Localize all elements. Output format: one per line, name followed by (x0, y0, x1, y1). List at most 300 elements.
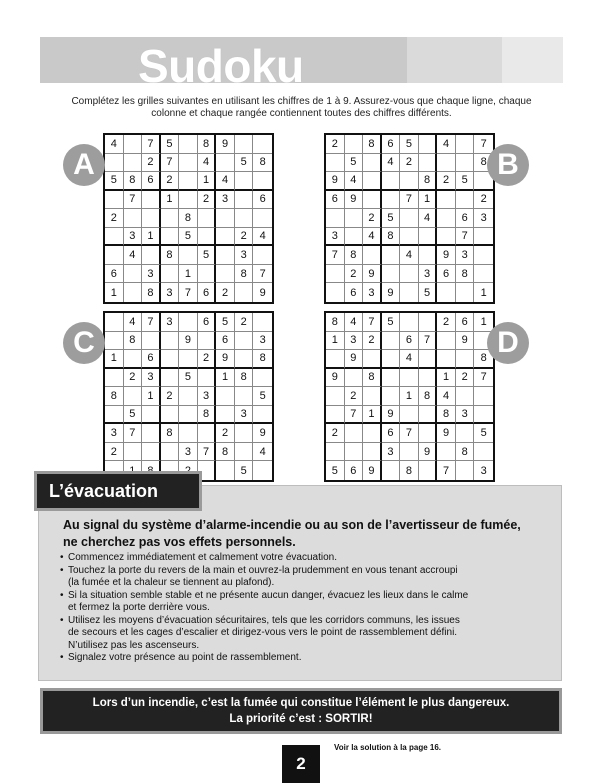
sudoku-cell: 9 (345, 350, 364, 369)
sudoku-cell (419, 154, 438, 173)
sudoku-cell: 3 (326, 228, 345, 247)
sudoku-cell: 2 (161, 387, 180, 406)
sudoku-cell (179, 246, 198, 265)
sudoku-cell: 8 (235, 265, 254, 284)
banner-segment (502, 37, 563, 83)
sudoku-cell: 8 (363, 369, 382, 388)
sudoku-cell: 8 (142, 283, 161, 302)
sudoku-cell (456, 191, 475, 210)
grid-label-badge-a: A (63, 144, 105, 186)
sudoku-cell (235, 387, 254, 406)
sudoku-cell: 9 (259, 286, 266, 299)
list-item: • Utilisez les moyens d’évacuation sécuritaires, tels que les corridors communs, les issues de secours et les cages d’escalier et dirigez-vous vers le point de rassemblement défini. N’utilisez pas les ascenseurs. (60, 615, 550, 653)
sudoku-cell (142, 424, 161, 443)
sudoku-cell: 6 (345, 283, 364, 302)
sudoku-cell: 3 (474, 209, 493, 228)
page-number: 2 (282, 745, 320, 783)
sudoku-cell: 8 (400, 461, 419, 480)
sudoku-cell: 2 (345, 387, 364, 406)
sudoku-cell (345, 228, 364, 247)
sudoku-cell: 8 (474, 154, 493, 173)
sudoku-cell: 5 (253, 387, 272, 406)
sudoku-cell (363, 424, 382, 443)
sudoku-cell: 7 (142, 135, 161, 154)
sudoku-cell: 2 (474, 191, 493, 210)
sudoku-cell (216, 387, 235, 406)
sudoku-cell: 1 (161, 191, 180, 210)
sudoku-cell: 3 (142, 369, 161, 388)
solution-reference: Voir la solution à la page 16. (334, 743, 441, 752)
sudoku-cell: 8 (419, 387, 438, 406)
sudoku-cell: 3 (124, 228, 143, 247)
sudoku-cell (400, 369, 419, 388)
sudoku-cell (345, 135, 364, 154)
sudoku-cell: 9 (437, 246, 456, 265)
sudoku-cell: 8 (179, 209, 198, 228)
sudoku-cell (400, 406, 419, 425)
sudoku-cell: 8 (437, 406, 456, 425)
sudoku-cell: 7 (437, 461, 456, 480)
sudoku-cell: 6 (382, 424, 401, 443)
sudoku-cell (142, 191, 161, 210)
sudoku-cell: 2 (235, 313, 254, 332)
sudoku-cell: 2 (345, 265, 364, 284)
sudoku-cell: 3 (179, 443, 198, 462)
sudoku-cell (105, 228, 124, 247)
sudoku-cell (179, 154, 198, 173)
sudoku-cell (105, 406, 124, 425)
sudoku-cell: 6 (345, 461, 364, 480)
sudoku-cell: 5 (382, 209, 401, 228)
sudoku-cell: 2 (235, 228, 254, 247)
sudoku-cell (142, 246, 161, 265)
sudoku-cell (105, 154, 124, 173)
sudoku-cell: 9 (456, 332, 475, 351)
sudoku-cell (124, 387, 143, 406)
sudoku-cell: 3 (382, 443, 401, 462)
grid-label-badge-b: B (487, 144, 529, 186)
sudoku-cell: 8 (419, 172, 438, 191)
sudoku-cell (216, 461, 235, 480)
sudoku-cell (400, 228, 419, 247)
sudoku-cell (179, 350, 198, 369)
sudoku-cell: 7 (363, 313, 382, 332)
sudoku-cell: 5 (419, 283, 438, 302)
sudoku-cell: 6 (198, 313, 217, 332)
sudoku-cell (124, 265, 143, 284)
sudoku-cell: 8 (198, 406, 217, 425)
sudoku-cell (456, 424, 475, 443)
sudoku-cell: 6 (437, 265, 456, 284)
sudoku-cell (326, 283, 345, 302)
sudoku-cell (235, 172, 254, 191)
sudoku-cell: 7 (345, 406, 364, 425)
sudoku-cell (419, 313, 438, 332)
sudoku-cell (198, 332, 217, 351)
sudoku-cell: 4 (437, 387, 456, 406)
sudoku-cell (216, 406, 235, 425)
sudoku-cell: 8 (124, 172, 143, 191)
sudoku-cell: 8 (105, 387, 124, 406)
sudoku-cell: 1 (142, 228, 161, 247)
sudoku-cell: 6 (198, 283, 217, 302)
sudoku-cell: 5 (124, 406, 143, 425)
sudoku-cell: 2 (326, 135, 345, 154)
sudoku-cell: 4 (124, 246, 143, 265)
sudoku-cell: 7 (474, 135, 493, 154)
sudoku-cell: 5 (382, 313, 401, 332)
sudoku-cell: 1 (437, 369, 456, 388)
sudoku-cell: 1 (105, 283, 124, 302)
sudoku-cell (419, 424, 438, 443)
sudoku-cell (235, 209, 254, 228)
sudoku-cell (437, 443, 456, 462)
sudoku-cell: 7 (161, 154, 180, 173)
sudoku-cell (105, 369, 124, 388)
sudoku-cell: 7 (142, 313, 161, 332)
sudoku-cell (179, 313, 198, 332)
sudoku-cell (253, 313, 272, 332)
sudoku-cell (382, 265, 401, 284)
sudoku-cell: 5 (179, 228, 198, 247)
sudoku-cell: 3 (253, 332, 272, 351)
sudoku-cell (253, 135, 272, 154)
sudoku-cell: 6 (142, 172, 161, 191)
sudoku-cell (419, 246, 438, 265)
sudoku-cell: 5 (198, 246, 217, 265)
sudoku-cell (437, 283, 456, 302)
sudoku-cell: 8 (363, 135, 382, 154)
sudoku-cell: 7 (400, 424, 419, 443)
sudoku-cell: 4 (216, 172, 235, 191)
sudoku-cell (382, 191, 401, 210)
sudoku-cell: 8 (253, 350, 272, 369)
sudoku-cell: 9 (363, 265, 382, 284)
sudoku-cell: 5 (345, 154, 364, 173)
sudoku-cell (198, 369, 217, 388)
sudoku-cell: 9 (382, 406, 401, 425)
sudoku-cell: 3 (235, 406, 254, 425)
sudoku-cell: 2 (437, 172, 456, 191)
sudoku-cell (142, 209, 161, 228)
sudoku-cell (474, 265, 493, 284)
sudoku-cell: 8 (456, 265, 475, 284)
notice-line: La priorité c’est : SORTIR! (229, 713, 373, 725)
sudoku-cell (253, 369, 272, 388)
sudoku-cell (419, 135, 438, 154)
sudoku-cell (326, 387, 345, 406)
sudoku-cell: 3 (235, 246, 254, 265)
evacuation-title: L’évacuation (34, 471, 202, 511)
sudoku-cell: 3 (456, 406, 475, 425)
evacuation-heading: Au signal du système d’alarme-incendie ou au son de l’avertisseur de fumée, ne cherchez pas vos effets personnels. (63, 518, 521, 549)
sudoku-cell: 4 (363, 228, 382, 247)
sudoku-cell (382, 172, 401, 191)
sudoku-cell: 2 (198, 191, 217, 210)
sudoku-cell (253, 406, 272, 425)
sudoku-cell: 8 (124, 332, 143, 351)
sudoku-cell: 3 (161, 313, 180, 332)
sudoku-cell: 1 (480, 286, 487, 299)
sudoku-cell: 1 (363, 406, 382, 425)
sudoku-cell: 5 (235, 154, 254, 173)
sudoku-cell (142, 332, 161, 351)
list-item: • Signalez votre présence au point de rassemblement. (60, 652, 550, 665)
notice-line: Lors d’un incendie, c’est la fumée qui constitue l’élément le plus dangereux. (92, 697, 510, 709)
sudoku-cell: 5 (456, 172, 475, 191)
sudoku-cell: 4 (419, 209, 438, 228)
sudoku-cell (363, 154, 382, 173)
sudoku-cell (161, 369, 180, 388)
sudoku-cell: 6 (105, 265, 124, 284)
sudoku-cell: 8 (382, 228, 401, 247)
sudoku-cell (198, 228, 217, 247)
sudoku-cell: 9 (216, 135, 235, 154)
sudoku-cell: 6 (142, 350, 161, 369)
sudoku-cell: 4 (400, 350, 419, 369)
sudoku-cell: 6 (456, 209, 475, 228)
sudoku-cell: 6 (253, 191, 272, 210)
sudoku-cell: 2 (400, 154, 419, 173)
sudoku-cell (161, 443, 180, 462)
sudoku-cell: 8 (253, 154, 272, 173)
sudoku-cell: 4 (124, 313, 143, 332)
sudoku-cell: 2 (161, 172, 180, 191)
sudoku-cell: 5 (161, 135, 180, 154)
sudoku-cell (326, 265, 345, 284)
sudoku-cell (437, 228, 456, 247)
sudoku-cell: 2 (363, 332, 382, 351)
sudoku-cell: 8 (456, 443, 475, 462)
sudoku-cell (345, 369, 364, 388)
sudoku-cell (161, 209, 180, 228)
sudoku-cell: 9 (326, 172, 345, 191)
sudoku-cell: 5 (326, 461, 345, 480)
sudoku-cell (474, 443, 493, 462)
sudoku-cell: 8 (161, 424, 180, 443)
sudoku-cell (179, 387, 198, 406)
sudoku-cell (198, 424, 217, 443)
sudoku-cell (437, 154, 456, 173)
sudoku-cell: 2 (142, 154, 161, 173)
sudoku-cell (179, 172, 198, 191)
sudoku-cell: 7 (253, 265, 272, 284)
sudoku-cell (419, 350, 438, 369)
sudoku-cell: 4 (382, 154, 401, 173)
sudoku-cell (456, 283, 475, 302)
sudoku-cell (105, 191, 124, 210)
sudoku-cell (124, 135, 143, 154)
sudoku-cell: 7 (419, 332, 438, 351)
sudoku-cell: 6 (216, 332, 235, 351)
sudoku-grid-b (324, 133, 495, 304)
sudoku-cell: 9 (363, 461, 382, 480)
banner-segment (40, 37, 407, 92)
sudoku-cell (363, 350, 382, 369)
sudoku-cell (105, 313, 124, 332)
sudoku-cell (326, 406, 345, 425)
sudoku-cell (235, 424, 254, 443)
sudoku-cell: 4 (345, 172, 364, 191)
sudoku-cell (124, 443, 143, 462)
sudoku-cell (419, 406, 438, 425)
sudoku-cell (179, 135, 198, 154)
sudoku-cell (363, 443, 382, 462)
sudoku-cell: 2 (105, 209, 124, 228)
sudoku-cell (456, 135, 475, 154)
smoke-warning-notice (40, 688, 562, 734)
sudoku-cell (363, 246, 382, 265)
evacuation-list (60, 552, 550, 665)
sudoku-cell: 2 (124, 369, 143, 388)
sudoku-cell: 2 (105, 443, 124, 462)
sudoku-cell: 7 (198, 443, 217, 462)
sudoku-cell (474, 228, 493, 247)
sudoku-cell: 7 (124, 191, 143, 210)
sudoku-cell (179, 191, 198, 210)
list-item: • Touchez la porte du revers de la main et ouvrez-la prudemment en vous tenant accroupi (la fumée et la chaleur se tiennent au plafond). (60, 565, 550, 590)
sudoku-cell (253, 461, 272, 480)
sudoku-cell: 3 (198, 387, 217, 406)
sudoku-cell (235, 135, 254, 154)
sudoku-cell: 3 (456, 246, 475, 265)
sudoku-cell (474, 387, 493, 406)
sudoku-cell (124, 154, 143, 173)
sudoku-cell (437, 209, 456, 228)
sudoku-cell: 5 (216, 313, 235, 332)
sudoku-cell (124, 209, 143, 228)
sudoku-cell (235, 332, 254, 351)
sudoku-cell (161, 332, 180, 351)
sudoku-cell (198, 265, 217, 284)
sudoku-cell: 5 (179, 369, 198, 388)
sudoku-cell: 7 (326, 246, 345, 265)
sudoku-cell (456, 350, 475, 369)
sudoku-cell: 1 (419, 191, 438, 210)
sudoku-cell (419, 228, 438, 247)
sudoku-cell (198, 209, 217, 228)
sudoku-cell (161, 350, 180, 369)
sudoku-cell: 4 (253, 228, 272, 247)
sudoku-cell: 7 (474, 369, 493, 388)
sudoku-grid-d (324, 311, 495, 482)
sudoku-cell: 3 (105, 424, 124, 443)
sudoku-cell (161, 228, 180, 247)
sudoku-cell (419, 369, 438, 388)
sudoku-cell: 8 (474, 350, 493, 369)
sudoku-cell: 9 (437, 424, 456, 443)
sudoku-cell: 5 (474, 424, 493, 443)
sudoku-cell: 9 (345, 191, 364, 210)
sudoku-cell: 3 (480, 464, 487, 477)
sudoku-cell: 9 (382, 283, 401, 302)
sudoku-cell: 5 (105, 172, 124, 191)
sudoku-cell (382, 350, 401, 369)
grid-label-badge-d: D (487, 322, 529, 364)
sudoku-cell (179, 406, 198, 425)
sudoku-cell: 6 (456, 313, 475, 332)
sudoku-cell: 8 (161, 246, 180, 265)
sudoku-cell: 9 (326, 369, 345, 388)
sudoku-cell (474, 246, 493, 265)
sudoku-cell (326, 443, 345, 462)
sudoku-cell (216, 154, 235, 173)
header-banner (40, 37, 563, 92)
sudoku-cell: 4 (437, 135, 456, 154)
sudoku-cell (400, 313, 419, 332)
sudoku-cell (363, 191, 382, 210)
sudoku-cell (474, 406, 493, 425)
sudoku-cell (216, 246, 235, 265)
sudoku-cell: 2 (326, 424, 345, 443)
sudoku-cell: 3 (216, 191, 235, 210)
sudoku-cell: 3 (345, 332, 364, 351)
sudoku-cell: 6 (400, 332, 419, 351)
sudoku-cell (437, 191, 456, 210)
sudoku-cell (253, 172, 272, 191)
sudoku-cell: 7 (179, 283, 198, 302)
sudoku-cell (345, 209, 364, 228)
sudoku-cell: 4 (400, 246, 419, 265)
sudoku-cell (253, 246, 272, 265)
page-title: Sudoku (138, 40, 304, 92)
sudoku-cell (142, 406, 161, 425)
sudoku-cell: 4 (345, 313, 364, 332)
sudoku-cell (382, 461, 401, 480)
sudoku-cell (161, 406, 180, 425)
sudoku-cell: 3 (419, 265, 438, 284)
sudoku-cell: 1 (198, 172, 217, 191)
sudoku-cell: 2 (198, 350, 217, 369)
sudoku-cell: 6 (382, 135, 401, 154)
sudoku-cell (400, 209, 419, 228)
sudoku-cell: 9 (179, 332, 198, 351)
sudoku-cell: 1 (400, 387, 419, 406)
sudoku-cell: 2 (437, 313, 456, 332)
sudoku-cell (456, 387, 475, 406)
sudoku-cell (235, 283, 254, 302)
sudoku-cell: 3 (142, 265, 161, 284)
sudoku-cell: 4 (105, 135, 124, 154)
sudoku-cell: 1 (105, 350, 124, 369)
sudoku-cell: 7 (124, 424, 143, 443)
sudoku-grid-c (103, 311, 274, 482)
sudoku-cell (400, 172, 419, 191)
sudoku-cell (179, 424, 198, 443)
list-item: • Si la situation semble stable et ne présente aucun danger, évacuez les lieux dans le calme et fermez la porte derrière vous. (60, 590, 550, 615)
sudoku-cell (400, 265, 419, 284)
sudoku-cell (142, 443, 161, 462)
sudoku-cell (456, 154, 475, 173)
sudoku-cell: 2 (216, 424, 235, 443)
sudoku-cell (235, 443, 254, 462)
sudoku-cell: 7 (400, 191, 419, 210)
sudoku-cell (124, 283, 143, 302)
sudoku-cell: 6 (326, 191, 345, 210)
sudoku-cell: 1 (216, 369, 235, 388)
sudoku-cell (363, 387, 382, 406)
sudoku-cell (161, 265, 180, 284)
sudoku-cell (382, 369, 401, 388)
sudoku-cell: 1 (142, 387, 161, 406)
sudoku-cell (437, 332, 456, 351)
sudoku-cell: 2 (456, 369, 475, 388)
sudoku-cell (419, 461, 438, 480)
sudoku-cell: 3 (161, 283, 180, 302)
sudoku-grid-a (103, 133, 274, 304)
sudoku-cell (216, 209, 235, 228)
sudoku-cell: 8 (198, 135, 217, 154)
